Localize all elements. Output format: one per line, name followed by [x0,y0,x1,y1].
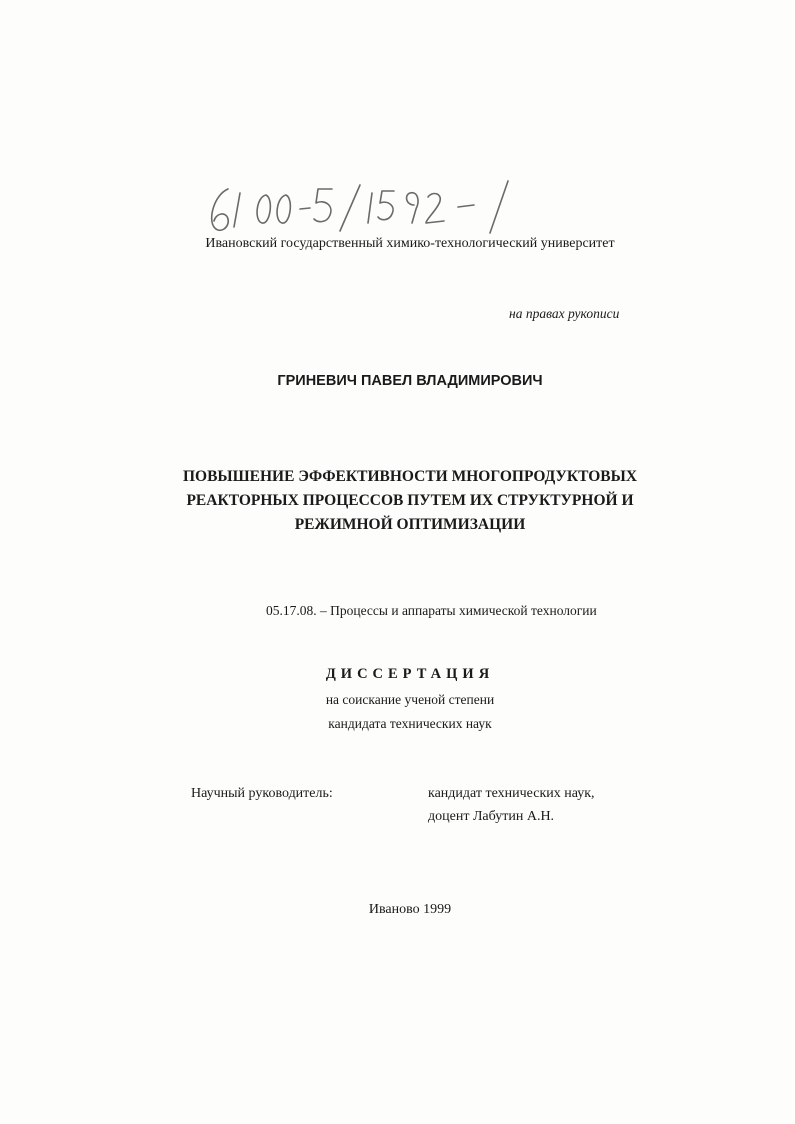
degree-line: на соискание ученой степени [325,692,495,707]
supervisor-name: доцент Лабутин А.Н. [428,809,555,824]
title-line: ПОВЫШЕНИЕ ЭФФЕКТИВНОСТИ МНОГОПРОДУКТОВЫХ [182,468,638,485]
manuscript-rights-note: на правах рукописи [509,306,620,321]
handwritten-mark-drawing [200,175,540,245]
title-line: РЕЖИМНОЙ ОПТИМИЗАЦИИ [294,516,526,533]
university-name: Ивановский государственный химико-технологический университет [205,236,615,251]
title-line: РЕАКТОРНЫХ ПРОЦЕССОВ ПУТЕМ ИХ СТРУКТУРНОЙ И [186,492,634,509]
supervisor-degree: кандидат технических наук, [428,786,595,801]
supervisor-label: Научный руководитель: [191,786,333,801]
city-year: Иваново 1999 [368,902,452,917]
dissertation-label: ДИССЕРТАЦИЯ [325,666,495,682]
handwritten-catalog-mark [200,175,540,245]
author-name: ГРИНЕВИЧ ПАВЕЛ ВЛАДИМИРОВИЧ [277,373,543,389]
specialty-code: 05.17.08. – Процессы и аппараты химической технологии [266,603,597,618]
degree-line: кандидата технических наук [328,716,492,731]
dissertation-title [0,465,795,537]
